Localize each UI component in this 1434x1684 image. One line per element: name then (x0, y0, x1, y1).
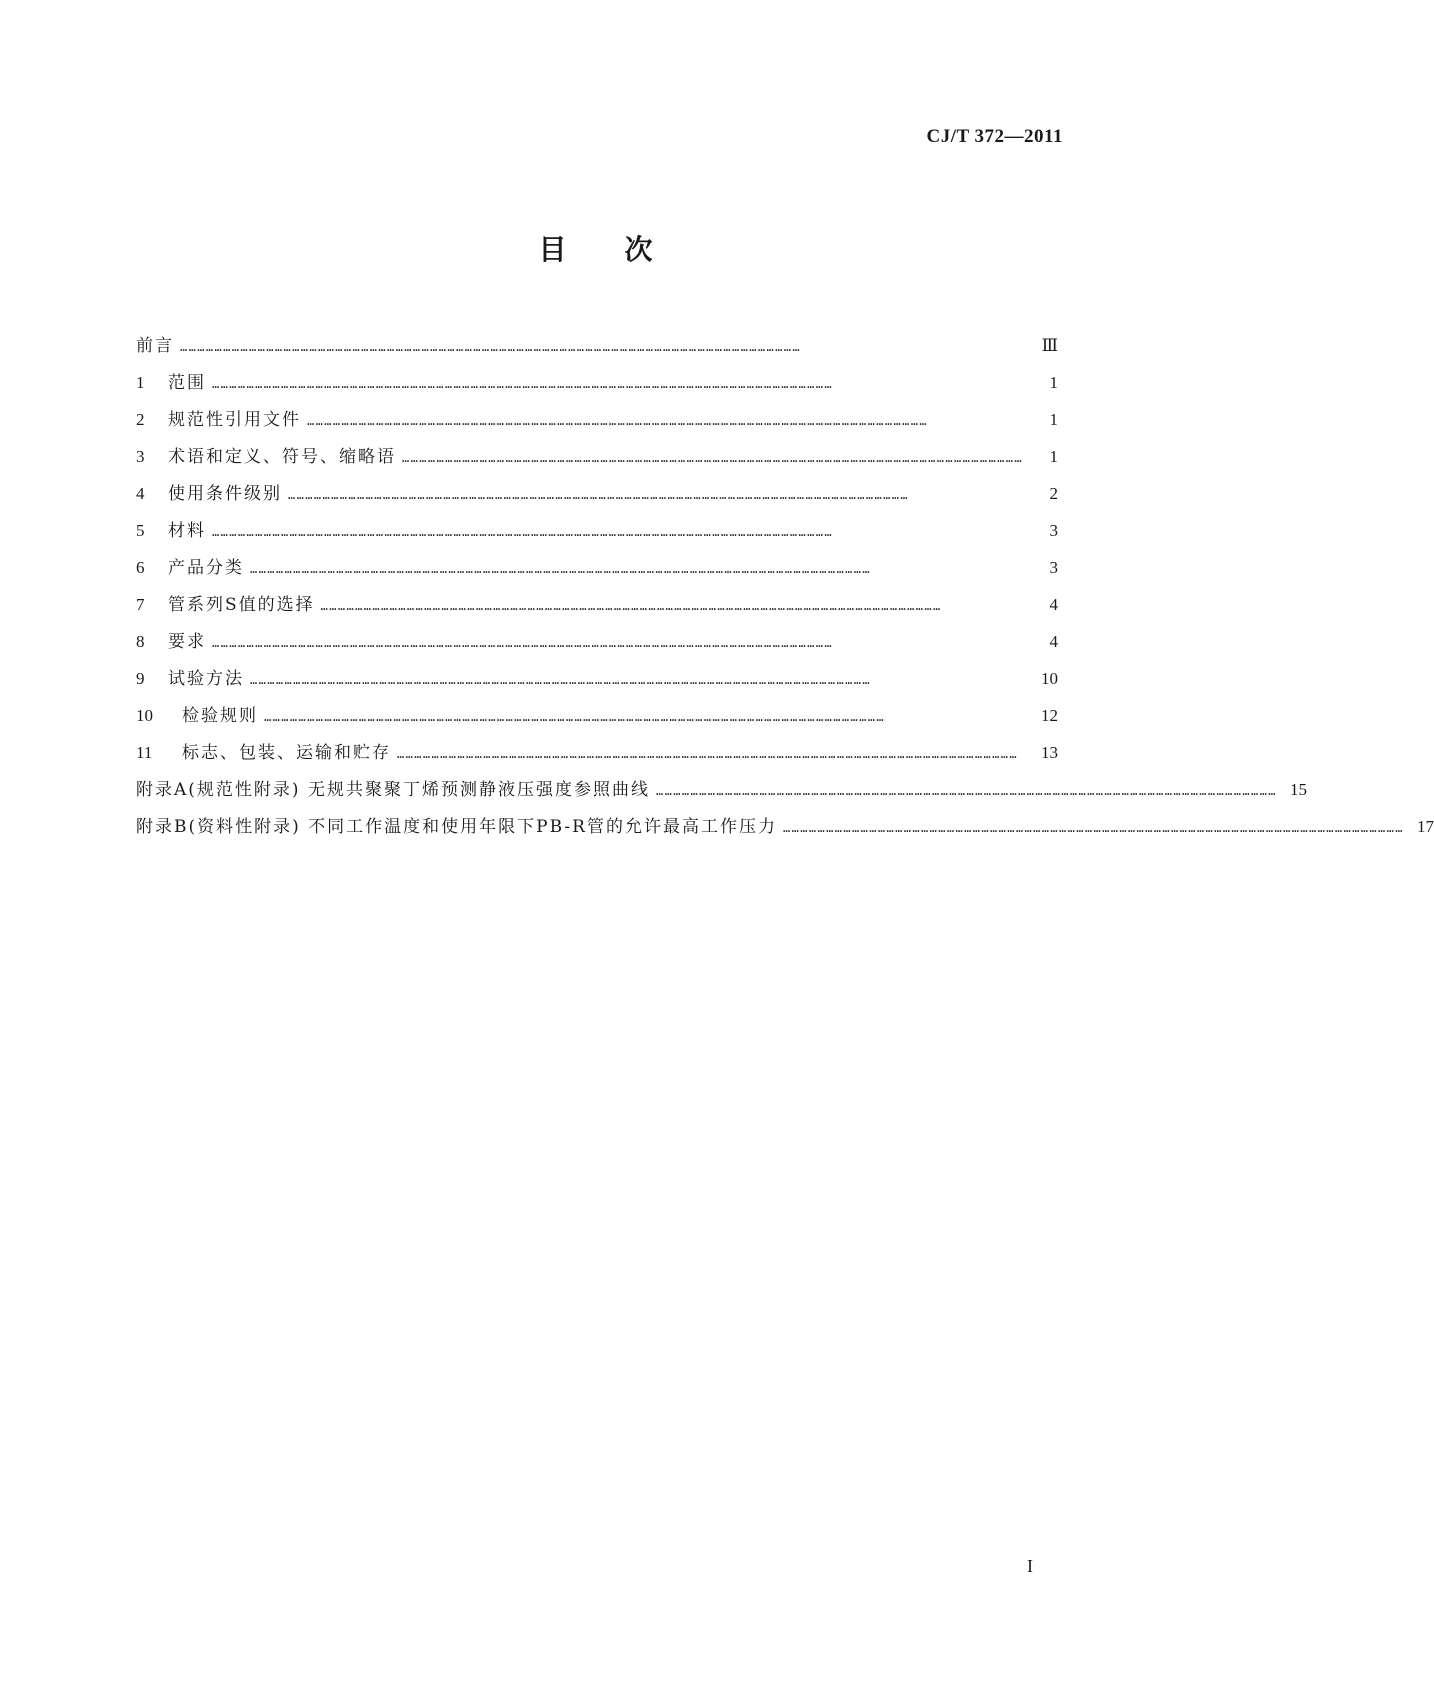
toc-entry-label (136, 438, 402, 476)
toc-entry-number: 11 (136, 743, 153, 762)
toc-entry-number: 6 (136, 558, 145, 577)
toc-entry-appendix-a[interactable] (136, 771, 1307, 808)
toc-page-number: 1 (1049, 447, 1058, 466)
toc-entry-number: 5 (136, 521, 145, 540)
toc-entry-text: 试验方法 (168, 669, 244, 689)
toc-page-number: 3 (1049, 558, 1058, 577)
standard-code: CJ/T 372—2011 (926, 126, 1063, 147)
toc-leader: ……………………………………………………………………………………………………………………………………………………………………………………………… (288, 488, 909, 502)
toc-entry-text: 检验规则 (182, 706, 258, 726)
toc-page-number: 3 (1049, 521, 1058, 540)
toc-entry-10[interactable] (136, 697, 1058, 734)
toc-entry-appendix-b[interactable] (136, 808, 1434, 845)
toc-page-number: 15 (1289, 780, 1307, 799)
toc-entry-label (136, 772, 656, 809)
toc-entry-11[interactable] (136, 734, 1058, 771)
toc-leader: ……………………………………………………………………………………………………………………………………………………………………………………………… (212, 525, 833, 539)
toc-entry-2[interactable] (136, 401, 1058, 438)
toc-leader: ……………………………………………………………………………………………………………………………………………………………………………………………… (402, 451, 1023, 465)
toc-title: 目次 (538, 233, 711, 266)
toc-page-number: 17 (1416, 817, 1434, 836)
toc-entry-text: 附录A(规范性附录) 无规共聚聚丁烯预测静液压强度参照曲线 (136, 780, 650, 800)
toc-entry-text: 范围 (168, 373, 206, 393)
toc-entry-number: 7 (136, 595, 145, 614)
toc-entry-6[interactable] (136, 549, 1058, 586)
toc-entry-number: 10 (136, 706, 153, 725)
toc-entry-text: 规范性引用文件 (168, 410, 301, 430)
toc-entry-text: 产品分类 (168, 558, 244, 578)
toc-page-number: Ⅲ (1041, 336, 1058, 355)
toc-entry-3[interactable] (136, 438, 1058, 475)
toc-page-number: 4 (1049, 632, 1058, 651)
toc-entry-number: 9 (136, 669, 145, 688)
toc-page-number: 10 (1041, 669, 1058, 688)
toc-leader: ……………………………………………………………………………………………………………………………………………………………………………………………… (264, 710, 885, 724)
toc-leader: ……………………………………………………………………………………………………………………………………………………………………………………………… (180, 340, 801, 354)
toc-leader: ……………………………………………………………………………………………………………………………………………………………………………………………… (397, 747, 1018, 761)
toc-page-number: 1 (1049, 410, 1058, 429)
toc-entry-label (136, 328, 180, 365)
toc-leader: ……………………………………………………………………………………………………………………………………………………………………………………………… (320, 599, 942, 613)
toc-entry-label (136, 623, 212, 661)
toc-leader: ……………………………………………………………………………………………………………………………………………………………………………………………… (250, 673, 871, 687)
toc-page-number: 4 (1049, 595, 1058, 614)
toc-entry-text: 使用条件级别 (168, 484, 282, 504)
toc-leader: ……………………………………………………………………………………………………………………………………………………………………………………………… (212, 377, 833, 391)
toc-page-number: 1 (1049, 373, 1058, 392)
toc-entry-9[interactable] (136, 660, 1058, 697)
toc-entry-number: 2 (136, 410, 145, 429)
toc-entry-number: 3 (136, 447, 145, 466)
toc-entry-4[interactable] (136, 475, 1058, 512)
toc-page-number: 13 (1041, 743, 1058, 762)
toc-entry-label (136, 475, 288, 513)
toc-entry-text: 材料 (168, 521, 206, 541)
toc-leader: ……………………………………………………………………………………………………………………………………………………………………………………………… (307, 414, 928, 428)
toc-entry-number: 4 (136, 484, 145, 503)
toc-leader: ……………………………………………………………………………………………………………………………………………………………………………………………… (655, 784, 1277, 798)
toc-entry-foreword[interactable] (136, 327, 1058, 364)
toc-entry-1[interactable] (136, 364, 1058, 401)
page-number: I (1027, 1556, 1033, 1576)
toc-entry-label (136, 660, 250, 698)
toc-entry-label (136, 364, 212, 402)
toc-entry-text: 前言 (136, 336, 174, 356)
toc-entry-label (136, 586, 321, 624)
toc-entry-label (136, 512, 212, 550)
table-of-contents (136, 327, 1434, 845)
toc-entry-text: 术语和定义、符号、缩略语 (168, 447, 396, 467)
toc-page-number: 12 (1041, 706, 1058, 725)
toc-leader: ……………………………………………………………………………………………………………………………………………………………………………………………… (250, 562, 871, 576)
toc-page-number: 2 (1049, 484, 1058, 503)
toc-entry-text: 要求 (168, 632, 206, 652)
toc-entry-5[interactable] (136, 512, 1058, 549)
toc-entry-8[interactable] (136, 623, 1058, 660)
toc-entry-label (136, 809, 783, 846)
toc-entry-number: 1 (136, 373, 145, 392)
toc-entry-label (136, 697, 264, 735)
toc-leader: ……………………………………………………………………………………………………………………………………………………………………………………………… (782, 821, 1404, 835)
toc-entry-text: 管系列S值的选择 (168, 595, 315, 615)
toc-entry-text: 附录B(资料性附录) 不同工作温度和使用年限下PB-R管的允许最高工作压力 (136, 817, 777, 837)
toc-entry-label (136, 549, 250, 587)
toc-entry-label (136, 734, 397, 772)
toc-entry-number: 8 (136, 632, 145, 651)
toc-entry-7[interactable] (136, 586, 1058, 623)
toc-entry-text: 标志、包装、运输和贮存 (182, 743, 391, 763)
toc-entry-label (136, 401, 307, 439)
toc-leader: ……………………………………………………………………………………………………………………………………………………………………………………………… (212, 636, 833, 650)
